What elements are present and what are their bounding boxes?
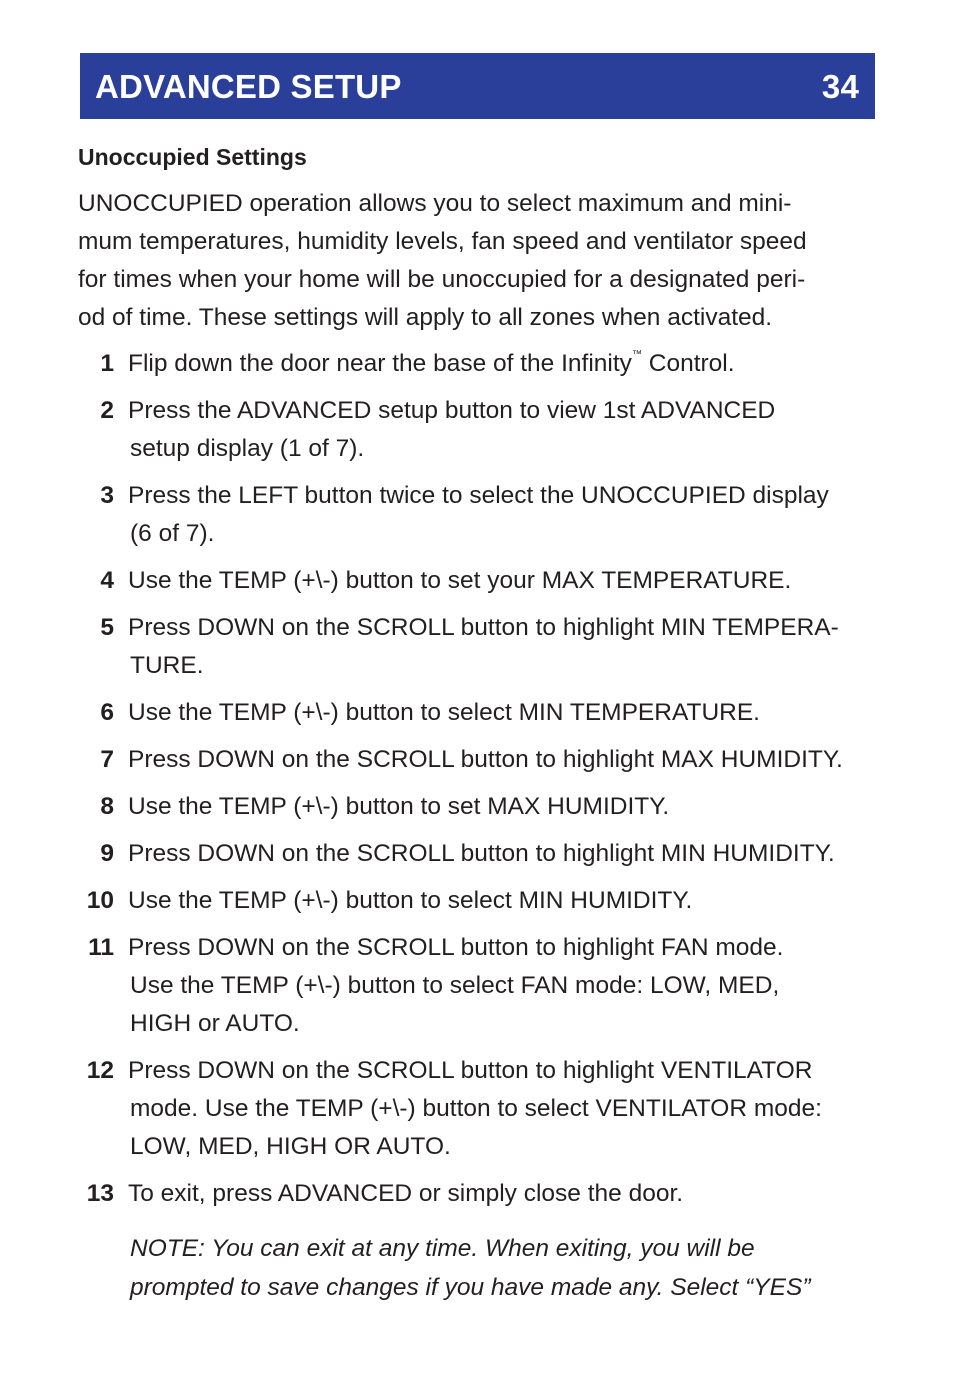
step-number: 13	[86, 1180, 114, 1207]
step-text	[114, 788, 669, 826]
page-title: ADVANCED SETUP	[95, 67, 402, 105]
intro-paragraph	[78, 185, 878, 337]
step-item	[78, 1175, 878, 1213]
step-item	[78, 788, 878, 826]
intro-line: UNOCCUPIED operation allows you to select maximum and mini-	[78, 190, 792, 217]
step-text	[114, 929, 783, 1043]
step-number: 12	[86, 1057, 114, 1084]
step-text	[114, 882, 692, 920]
note-paragraph	[130, 1229, 870, 1307]
step-number: 6	[100, 699, 114, 726]
step-item	[78, 929, 878, 1043]
step-line: Press DOWN on the SCROLL button to highlight MAX HUMIDITY.	[128, 746, 843, 773]
step-text	[114, 609, 839, 685]
step-item	[78, 694, 878, 732]
page-header-bar	[80, 53, 875, 119]
step-number: 3	[100, 482, 114, 509]
trademark-mark: ™	[631, 349, 642, 360]
step-text	[114, 477, 829, 553]
intro-line: od of time. These settings will apply to all zones when activated.	[78, 304, 773, 331]
step-number: 2	[100, 397, 114, 424]
step-item	[78, 741, 878, 779]
step-line: Use the TEMP (+\-) button to select MIN HUMIDITY.	[128, 887, 693, 914]
step-number: 8	[100, 793, 114, 820]
step-text	[114, 345, 735, 383]
step-item	[78, 882, 878, 920]
step-number: 1	[100, 350, 114, 377]
step-line-part: Flip down the door near the base of the Infinity	[128, 350, 632, 377]
step-number: 7	[100, 746, 114, 773]
step-line: Press the ADVANCED setup button to view 1st ADVANCED	[128, 397, 776, 424]
step-line: Use the TEMP (+\-) button to select MIN TEMPERATURE.	[128, 699, 760, 726]
step-number: 4	[100, 567, 114, 594]
step-line: Use the TEMP (+\-) button to set MAX HUMIDITY.	[128, 793, 670, 820]
step-line: (6 of 7).	[130, 520, 215, 547]
step-line: Press DOWN on the SCROLL button to highlight FAN mode.	[128, 934, 784, 961]
steps-list	[78, 345, 878, 1222]
step-line: Press the LEFT button twice to select the UNOCCUPIED display	[128, 482, 829, 509]
step-text	[114, 741, 843, 779]
note-line: NOTE: You can exit at any time. When exiting, you will be	[130, 1235, 755, 1262]
step-number: 11	[88, 934, 114, 961]
step-text	[114, 1052, 822, 1166]
step-line	[128, 345, 735, 383]
step-line: Press DOWN on the SCROLL button to highlight MIN TEMPERA-	[128, 614, 839, 641]
step-text	[114, 694, 760, 732]
step-line: mode. Use the TEMP (+\-) button to select VENTILATOR mode:	[130, 1095, 822, 1122]
step-item	[78, 562, 878, 600]
step-item	[78, 392, 878, 468]
section-heading: Unoccupied Settings	[78, 144, 307, 170]
step-line: Use the TEMP (+\-) button to set your MAX TEMPERATURE.	[128, 567, 792, 594]
step-item	[78, 835, 878, 873]
intro-line: for times when your home will be unoccupied for a designated peri-	[78, 266, 806, 293]
step-item	[78, 609, 878, 685]
step-item	[78, 345, 878, 383]
intro-line: mum temperatures, humidity levels, fan speed and ventilator speed	[78, 228, 807, 255]
step-number: 10	[86, 887, 114, 914]
step-line: Press DOWN on the SCROLL button to highlight MIN HUMIDITY.	[128, 840, 835, 867]
step-text	[114, 392, 775, 468]
note-line: prompted to save changes if you have made any. Select “YES”	[130, 1274, 811, 1301]
step-line-part: Control.	[648, 350, 735, 377]
step-text	[114, 1175, 683, 1213]
step-number: 9	[100, 840, 114, 867]
step-line: TURE.	[130, 652, 204, 679]
step-line: Press DOWN on the SCROLL button to highlight VENTILATOR	[128, 1057, 813, 1084]
step-line: HIGH or AUTO.	[130, 1010, 300, 1037]
step-item	[78, 1052, 878, 1166]
step-line: setup display (1 of 7).	[130, 435, 365, 462]
step-line: To exit, press ADVANCED or simply close the door.	[128, 1180, 684, 1207]
step-line: LOW, MED, HIGH OR AUTO.	[130, 1133, 451, 1160]
step-line: Use the TEMP (+\-) button to select FAN mode: LOW, MED,	[130, 972, 780, 999]
step-text	[114, 835, 835, 873]
step-text	[114, 562, 791, 600]
step-number: 5	[100, 614, 114, 641]
page-number: 34	[821, 67, 859, 105]
step-item	[78, 477, 878, 553]
